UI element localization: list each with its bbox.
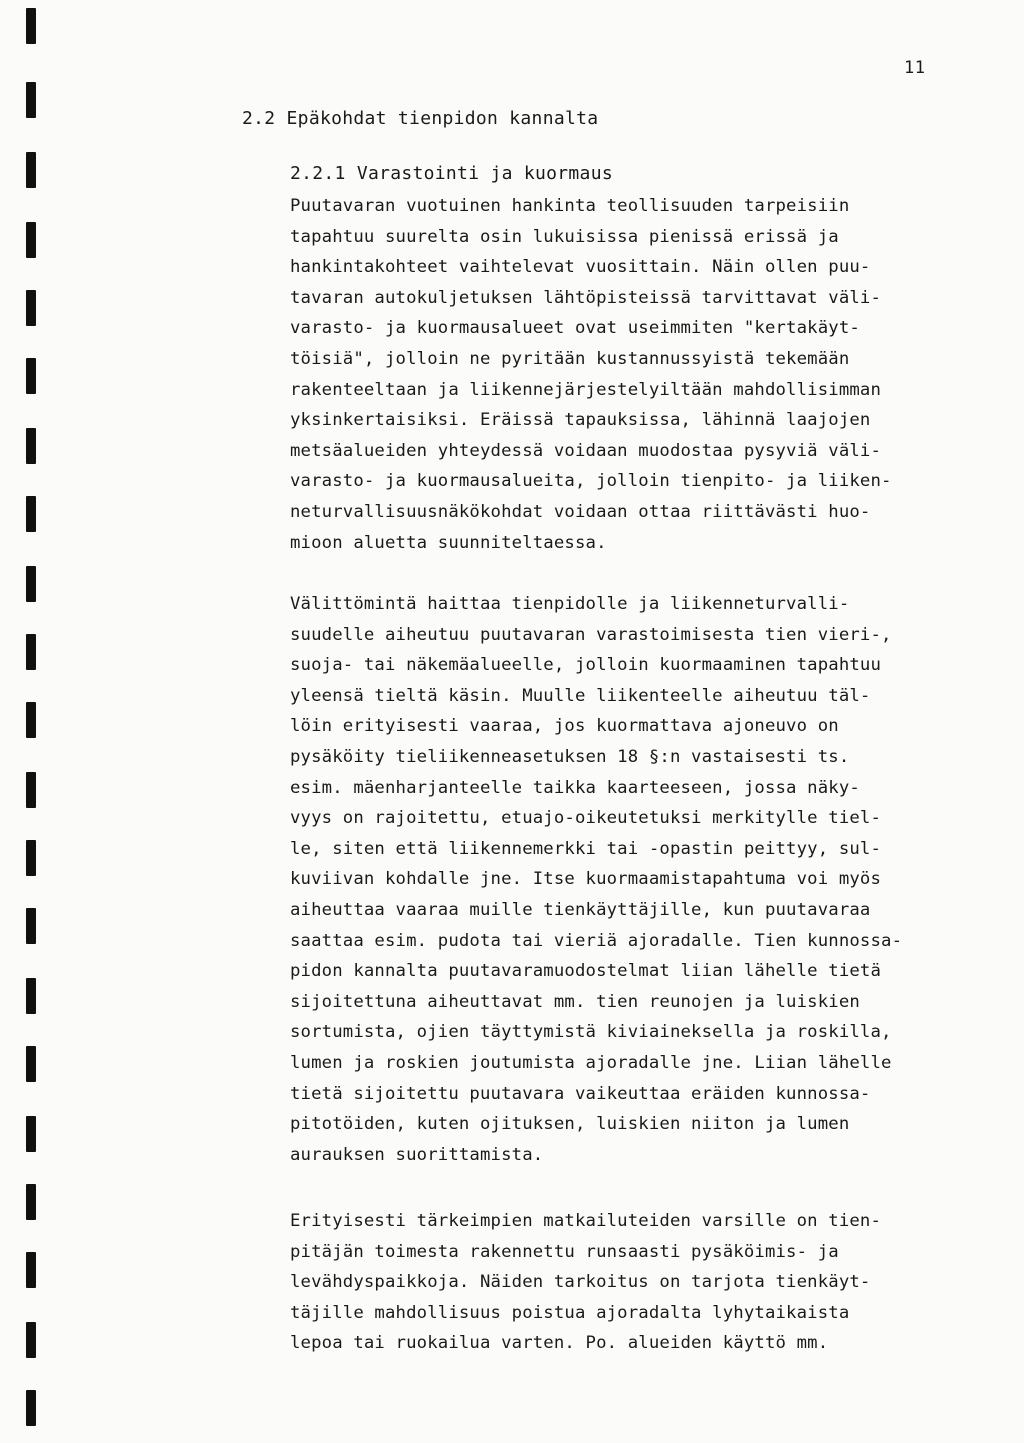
text-line: hankintakohteet vaihtelevat vuosittain. Näin ollen puu- [290, 257, 871, 278]
text-line: löin erityisesti vaaraa, jos kuormattava ajoneuvo on [290, 716, 839, 737]
text-line: varasto- ja kuormausalueita, jolloin tienpito- ja liiken- [290, 471, 892, 492]
binding-hole [26, 772, 36, 808]
text-line: rakenteeltaan ja liikennejärjestelyiltään mahdollisimman [290, 379, 882, 400]
text-line: levähdyspaikkoja. Näiden tarkoitus on tarjota tienkäyt- [290, 1272, 871, 1293]
page-number: 11 [904, 58, 926, 78]
binding-hole [26, 566, 36, 602]
text-line: tapahtuu suurelta osin lukuisissa pienissä erissä ja [290, 226, 839, 247]
text-line: lumen ja roskien joutumista ajoradalle jne. Liian lähelle [290, 1052, 892, 1073]
text-line: le, siten että liikennemerkki tai -opastin peittyy, sul- [290, 838, 882, 859]
binding-hole [26, 152, 36, 188]
binding-hole [26, 8, 36, 44]
text-line: sijoitettuna aiheuttavat mm. tien reunojen ja luiskien [290, 991, 860, 1012]
text-line: esim. mäenharjanteelle taikka kaarteeseen, jossa näky- [290, 777, 860, 798]
paragraph-storage-loading [290, 191, 1000, 558]
text-line: metsäalueiden yhteydessä voidaan muodostaa pysyviä väli- [290, 440, 882, 461]
text-line: kuviivan kohdalle jne. Itse kuormaamistapahtuma voi myös [290, 869, 882, 890]
binding-hole [26, 82, 36, 118]
text-line: vyys on rajoitettu, etuajo-oikeutetuksi merkitylle tiel- [290, 808, 882, 829]
text-line: pidon kannalta puutavaramuodostelmat liian lähelle tietä [290, 961, 882, 982]
text-line: neturvallisuusnäkökohdat voidaan ottaa riittävästi huo- [290, 501, 871, 522]
text-line: pitotöiden, kuten ojituksen, luiskien niiton ja lumen [290, 1114, 850, 1135]
binding-hole [26, 1390, 36, 1426]
text-line: saattaa esim. pudota tai vieriä ajoradalle. Tien kunnossa- [290, 930, 903, 951]
binding-hole [26, 978, 36, 1014]
text-line: pysäköity tieliikenneasetuksen 18 §:n vastaisesti ts. [290, 746, 850, 767]
text-line: mioon aluetta suunniteltaessa. [290, 532, 607, 553]
text-line: Välittömintä haittaa tienpidolle ja liikenneturvalli- [290, 594, 850, 614]
text-line: tavaran autokuljetuksen lähtöpisteissä tarvittavat väli- [290, 287, 882, 308]
text-line: sortumista, ojien täyttymistä kiviaineksella ja roskilla, [290, 1022, 892, 1043]
subsection-heading: 2.2.1 Varastointi ja kuormaus [290, 163, 613, 184]
text-line: lepoa tai ruokailua varten. Po. alueiden käyttö mm. [290, 1333, 829, 1354]
binding-hole [26, 428, 36, 464]
binding-hole [26, 840, 36, 876]
text-line: yksinkertaisiksi. Eräissä tapauksissa, lähinnä laajojen [290, 410, 871, 431]
binding-hole [26, 1252, 36, 1288]
paragraph-rest-areas [290, 1206, 1000, 1359]
paragraph-direct-harm [290, 589, 1000, 1170]
binding-hole [26, 1116, 36, 1152]
text-line: suudelle aiheutuu puutavaran varastoimisesta tien vieri-, [290, 624, 892, 645]
binding-hole [26, 908, 36, 944]
binding-hole [26, 1184, 36, 1220]
text-line: täjille mahdollisuus poistua ajoradalta lyhytaikaista [290, 1302, 850, 1323]
text-line: aiheuttaa vaaraa muille tienkäyttäjille, kun puutavaraa [290, 899, 871, 920]
binding-hole [26, 634, 36, 670]
binding-holes-strip [26, 0, 40, 1443]
binding-hole [26, 222, 36, 258]
binding-hole [26, 702, 36, 738]
binding-hole [26, 1046, 36, 1082]
text-line: aurauksen suorittamista. [290, 1144, 544, 1165]
text-line: Puutavaran vuotuinen hankinta teollisuuden tarpeisiin [290, 196, 850, 216]
text-line: yleensä tieltä käsin. Muulle liikenteelle aiheutuu täl- [290, 685, 871, 706]
text-line: töisiä", jolloin ne pyritään kustannussyistä tekemään [290, 348, 850, 369]
text-line: tietä sijoitettu puutavara vaikeuttaa eräiden kunnossa- [290, 1083, 871, 1104]
text-line: Erityisesti tärkeimpien matkailuteiden varsille on tien- [290, 1211, 882, 1231]
text-line: suoja- tai näkemäalueelle, jolloin kuormaaminen tapahtuu [290, 655, 882, 676]
binding-hole [26, 496, 36, 532]
text-line: pitäjän toimesta rakennettu runsaasti pysäköimis- ja [290, 1241, 839, 1262]
section-heading: 2.2 Epäkohdat tienpidon kannalta [242, 108, 599, 129]
binding-hole [26, 358, 36, 394]
binding-hole [26, 1322, 36, 1358]
binding-hole [26, 290, 36, 326]
text-line: varasto- ja kuormausalueet ovat useimmiten "kertakäyt- [290, 318, 860, 339]
